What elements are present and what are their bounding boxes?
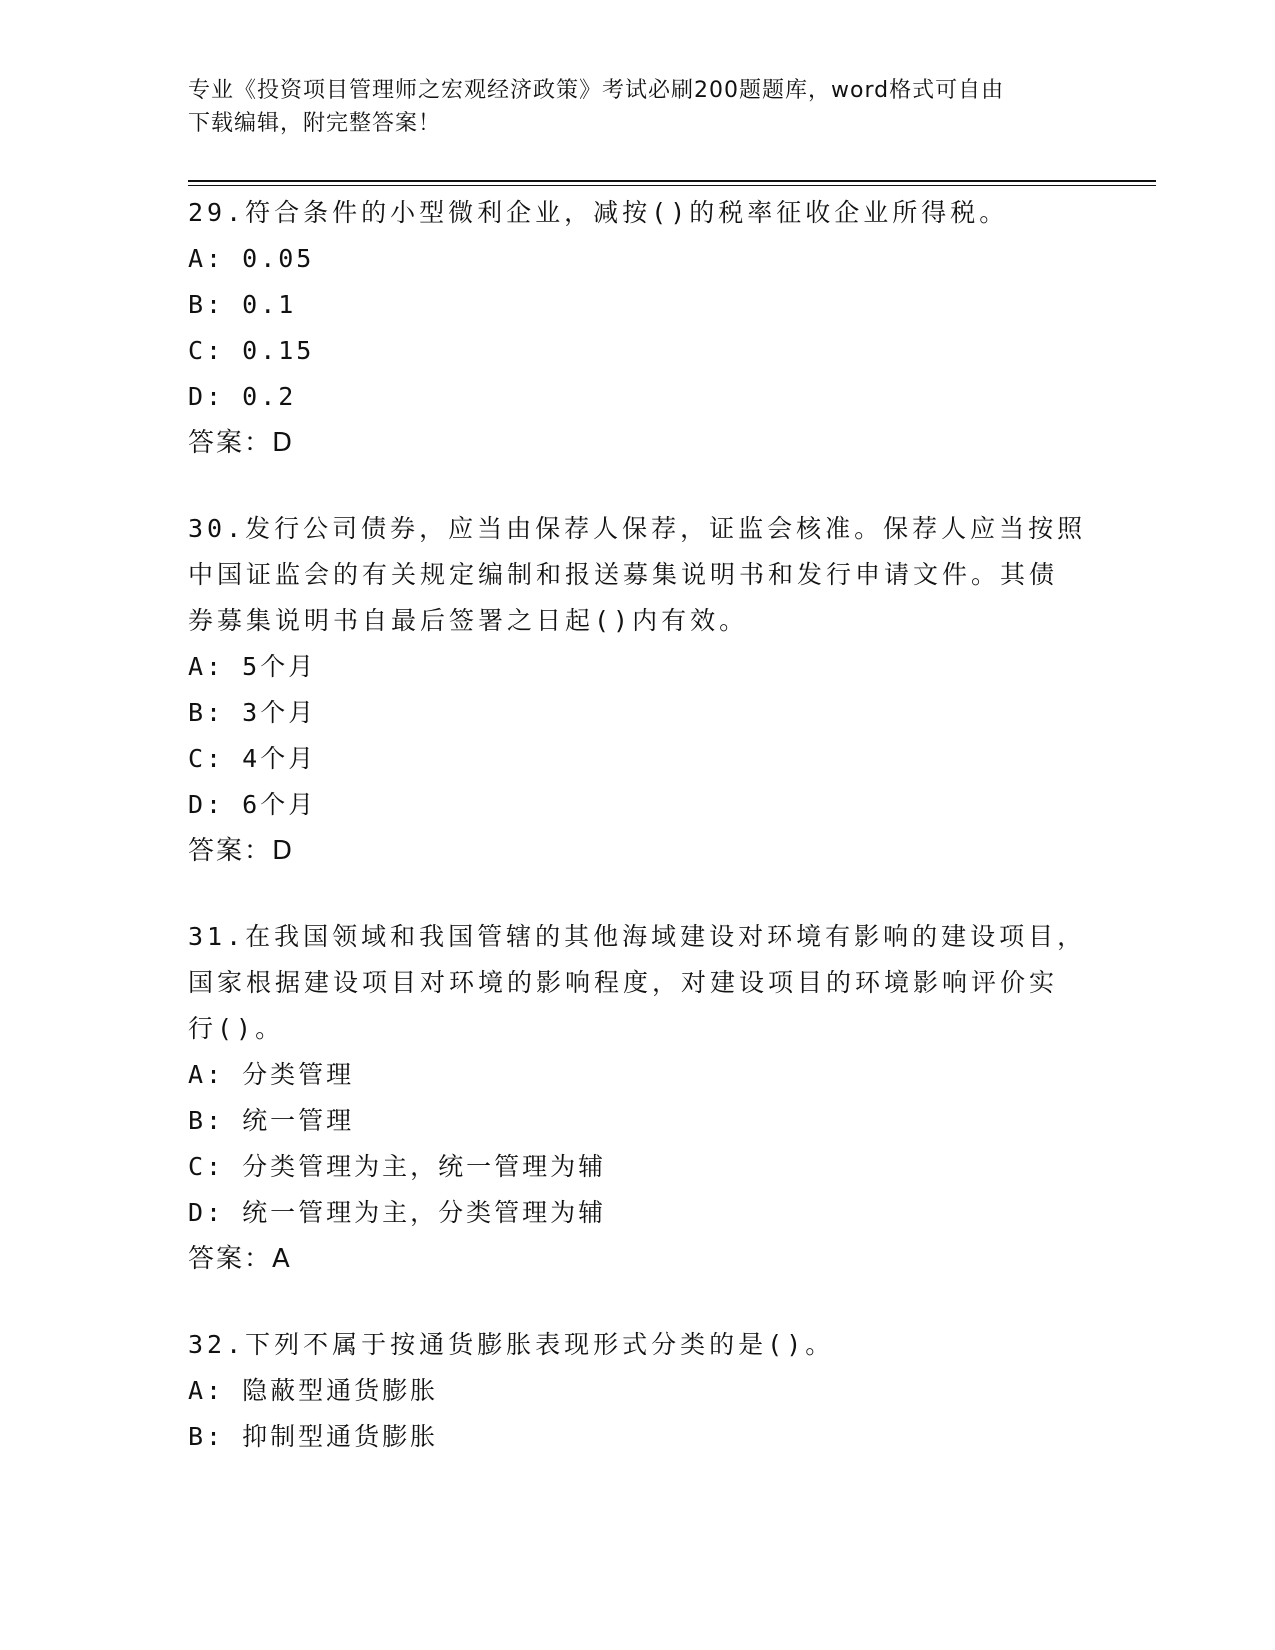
header-line-2: 下载编辑，附完整答案！ bbox=[188, 111, 442, 136]
option-d: D: 6个月 bbox=[188, 790, 317, 819]
document-header bbox=[188, 74, 1088, 140]
option-b: B: 抑制型通货膨胀 bbox=[188, 1422, 439, 1451]
option-b: B: 统一管理 bbox=[188, 1106, 355, 1135]
option-d: D: 0.2 bbox=[188, 382, 297, 411]
option-d: D: 统一管理为主，分类管理为辅 bbox=[188, 1198, 607, 1227]
option-a: A: 5个月 bbox=[188, 652, 317, 681]
option-c: C: 0.15 bbox=[188, 336, 315, 365]
answer: 答案：D bbox=[188, 428, 295, 458]
question-30 bbox=[188, 506, 1088, 874]
question-text-line-2: 国家根据建设项目对环境的影响程度，对建设项目的环境影响评价实 bbox=[188, 968, 1059, 997]
question-text-line-1: 31.在我国领域和我国管辖的其他海域建设对环境有影响的建设项目， bbox=[188, 922, 1087, 951]
question-text-line-3: 行()。 bbox=[188, 1014, 285, 1043]
header-divider-thin bbox=[188, 185, 1156, 186]
question-text-line-3: 券募集说明书自最后签署之日起()内有效。 bbox=[188, 606, 749, 635]
question-list bbox=[188, 190, 1088, 1500]
option-b: B: 0.1 bbox=[188, 290, 297, 319]
answer: 答案：A bbox=[188, 1244, 292, 1274]
header-line-1: 专业《投资项目管理师之宏观经济政策》考试必刷200题题库，word格式可自由 bbox=[188, 78, 1005, 103]
option-b: B: 3个月 bbox=[188, 698, 317, 727]
question-text-line-2: 中国证监会的有关规定编制和报送募集说明书和发行申请文件。其债 bbox=[188, 560, 1059, 589]
header-divider-thick bbox=[188, 180, 1156, 182]
option-c: C: 4个月 bbox=[188, 744, 317, 773]
option-a: A: 分类管理 bbox=[188, 1060, 355, 1089]
question-text: 32.下列不属于按通货膨胀表现形式分类的是()。 bbox=[188, 1330, 835, 1359]
question-32 bbox=[188, 1322, 1088, 1460]
question-text: 29.符合条件的小型微利企业，减按()的税率征收企业所得税。 bbox=[188, 198, 1009, 227]
question-text-line-1: 30.发行公司债券，应当由保荐人保荐，证监会核准。保荐人应当按照 bbox=[188, 514, 1087, 543]
answer: 答案：D bbox=[188, 836, 295, 866]
option-a: A: 0.05 bbox=[188, 244, 315, 273]
question-29 bbox=[188, 190, 1088, 466]
option-c: C: 分类管理为主，统一管理为辅 bbox=[188, 1152, 607, 1181]
option-a: A: 隐蔽型通货膨胀 bbox=[188, 1376, 439, 1405]
question-31 bbox=[188, 914, 1088, 1282]
